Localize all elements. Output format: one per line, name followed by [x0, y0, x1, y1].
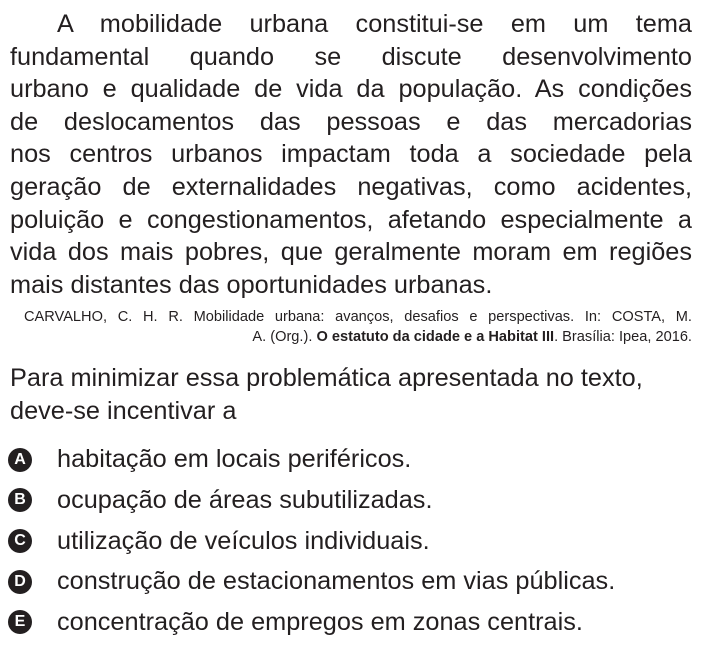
question-stem: [10, 362, 692, 427]
option-c-letter-icon: C: [8, 529, 32, 553]
option-a-letter-icon: A: [8, 448, 32, 472]
passage-line: fundamental quando se discute desenvolvimento: [10, 42, 692, 71]
passage-line: poluição e congestionamentos, afetando especialmente a: [10, 205, 692, 234]
question-line: deve-se incentivar a: [10, 396, 237, 425]
passage-text: [10, 8, 692, 301]
passage-line: geração de externalidades negativas, como acidentes,: [10, 172, 692, 201]
option-b-text: ocupação de áreas subutilizadas.: [57, 485, 433, 514]
citation-book-title: O estatuto da cidade e a Habitat III: [316, 329, 555, 346]
citation-prefix: A. (Org.).: [252, 329, 317, 346]
option-b-letter-icon: B: [8, 488, 32, 512]
question-line: Para minimizar essa problemática apresentada no texto,: [10, 364, 643, 393]
option-e[interactable]: [10, 602, 692, 643]
passage-line: nos centros urbanos impactam toda a sociedade pela: [10, 140, 692, 169]
option-e-letter-icon: E: [8, 610, 32, 634]
option-c[interactable]: [10, 521, 692, 562]
option-d[interactable]: [10, 561, 692, 602]
passage-line: de deslocamentos das pessoas e das mercadorias: [10, 107, 692, 136]
option-b[interactable]: [10, 480, 692, 521]
passage-line: mais distantes das oportunidades urbanas.: [10, 270, 493, 299]
passage-line: A mobilidade urbana constitui-se em um tema: [57, 10, 692, 38]
option-e-text: concentração de empregos em zonas centrais.: [57, 607, 583, 636]
option-d-letter-icon: D: [8, 570, 32, 594]
passage-line: vida dos mais pobres, que geralmente moram em regiões: [10, 238, 692, 267]
option-c-text: utilização de veículos individuais.: [57, 526, 430, 555]
citation-line-1: CARVALHO, C. H. R. Mobilidade urbana: avanços, desafios e perspectivas. In: COSTA, M.: [24, 309, 692, 326]
option-d-text: construção de estacionamentos em vias públicas.: [57, 567, 616, 596]
answer-options: [10, 440, 692, 643]
option-a-text: habitação em locais periféricos.: [57, 445, 412, 474]
citation-suffix: . Brasília: Ipea, 2016.: [554, 329, 692, 346]
option-a[interactable]: [10, 440, 692, 481]
source-citation: [10, 307, 692, 347]
passage-line: urbano e qualidade de vida da população. As condições: [10, 75, 692, 104]
question-page: [10, 8, 692, 643]
citation-line-2: [10, 327, 692, 347]
